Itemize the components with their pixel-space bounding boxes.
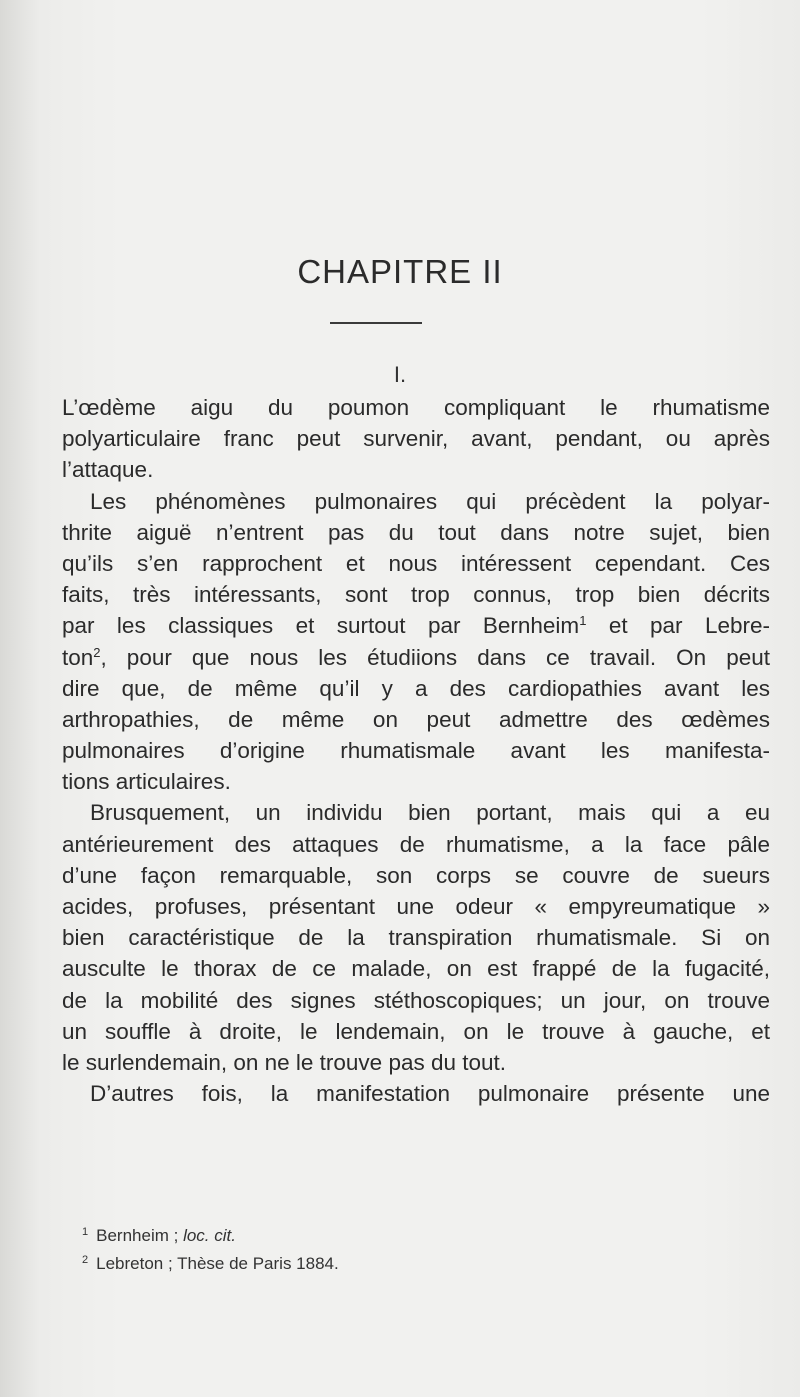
text-segment: ton <box>62 644 94 670</box>
text-line: antérieurement des attaques de rhumatisme, a la face pâle <box>62 831 770 857</box>
text-line: un souffle à droite, le lendemain, on le trouve à gauche, et <box>62 1018 770 1044</box>
text-line: bien caractéristique de la transpiration rhumatismale. Si on <box>62 925 770 951</box>
text-line <box>62 642 770 673</box>
footnote-marker: 2 <box>82 1254 89 1266</box>
footnote <box>82 1250 682 1278</box>
text-line: ausculte le thorax de ce malade, on est frappé de la fugacité, <box>62 956 770 982</box>
text-line: acides, profuses, présentant une odeur « empyreumatique » <box>62 894 770 919</box>
footnote-ref: 2 <box>93 644 101 660</box>
text-segment: par les classiques et surtout par Bernheim <box>62 613 580 639</box>
footnote-ref: 1 <box>579 613 587 629</box>
text-line: qu’ils s’en rapprochent et nous intéressent cependant. Ces <box>62 550 770 576</box>
text-line <box>62 610 770 641</box>
footnote-author: Bernheim ; <box>96 1226 179 1245</box>
text-line: D’autres fois, la manifestation pulmonaire présente une <box>90 1081 770 1107</box>
body-text <box>62 392 770 1109</box>
section-number: I. <box>393 362 407 387</box>
title-rule <box>330 322 422 324</box>
chapter-title: CHAPITRE II <box>297 253 503 290</box>
text-segment: , pour que nous les étudiions dans ce travail. On peut <box>100 644 770 670</box>
text-line: arthropathies, de même on peut admettre des œdèmes <box>62 706 770 732</box>
text-line: polyarticulaire franc peut survenir, avant, pendant, ou après <box>62 426 770 452</box>
text-line: faits, très intéressants, sont trop connus, trop bien décrits <box>62 582 770 608</box>
text-line: tions articulaires. <box>62 769 231 795</box>
text-segment: et par Lebre- <box>608 613 770 639</box>
footnote-marker: 1 <box>82 1226 89 1238</box>
text-line: thrite aiguë n’entrent pas du tout dans notre sujet, bien <box>62 519 770 545</box>
text-line: Les phénomènes pulmonaires qui précèdent la polyar- <box>90 488 770 514</box>
footnote <box>82 1222 682 1250</box>
footnote-ref-text: Thèse de Paris 1884. <box>177 1254 339 1273</box>
text-line: d’une façon remarquable, son corps se couvre de sueurs <box>62 862 770 888</box>
footnote-ref-text: loc. cit. <box>183 1226 236 1245</box>
text-line: dire que, de même qu’il y a des cardiopathies avant les <box>62 675 770 701</box>
text-line: de la mobilité des signes stéthoscopiques; un jour, on trouve <box>62 987 770 1013</box>
text-line: pulmonaires d’origine rhumatismale avant les manifesta- <box>62 738 770 764</box>
text-line: le surlendemain, on ne le trouve pas du tout. <box>62 1049 507 1075</box>
text-line: Brusquement, un individu bien portant, mais qui a eu <box>90 800 770 826</box>
text-line: l’attaque. <box>62 457 154 483</box>
footnote-author: Lebreton ; <box>96 1254 173 1273</box>
text-line: L’œdème aigu du poumon compliquant le rhumatisme <box>62 395 770 420</box>
footnotes <box>82 1222 682 1278</box>
